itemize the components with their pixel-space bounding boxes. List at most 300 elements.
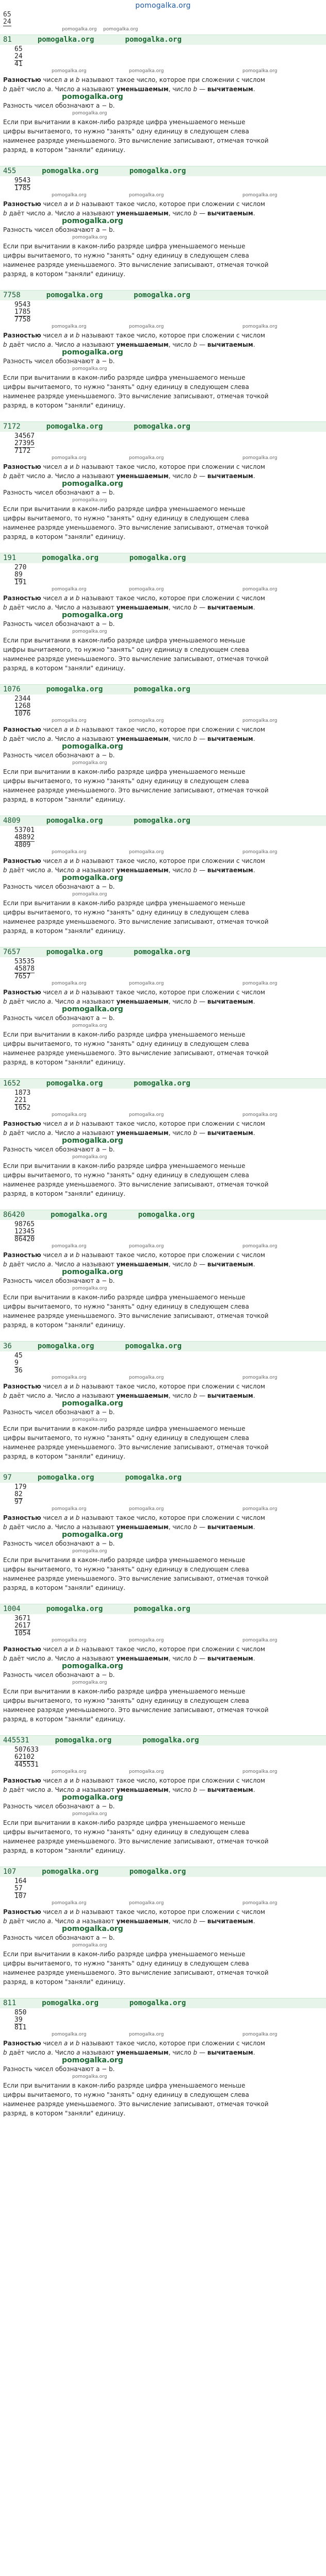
watermark-row <box>0 234 326 242</box>
definition-text: Разностью <box>3 1251 41 1259</box>
column-subtraction <box>0 957 326 980</box>
watermark-text: pomogalka.org <box>242 1901 278 1906</box>
answer-number: 36 <box>3 1342 12 1350</box>
definition-text: даёт число <box>7 86 47 93</box>
definition-text: . Число <box>51 210 77 217</box>
rule-text: Если при вычитании в каком-либо разряде цифра уменьшаемого меньше <box>3 637 246 644</box>
rule-text: наименее разряде уменьшаемого. Это вычисление записывают, отмечая точкой <box>3 524 269 531</box>
column-number: 221 <box>14 1096 27 1104</box>
spacer <box>0 2118 326 2128</box>
definition-text: чисел <box>41 332 64 339</box>
definition-text: , число <box>168 1918 193 1925</box>
definition-paragraph <box>0 84 326 94</box>
definition-text: , число <box>168 1261 193 1268</box>
definition-text: b <box>75 332 80 339</box>
definition-text: b <box>3 210 7 217</box>
rule-text: цифры вычитаемого, то нужно "занять" одну единицу в следующем слева <box>3 1040 249 1047</box>
definition-text: b <box>193 86 198 93</box>
watermark-brand: pomogalka.org <box>42 167 99 175</box>
definition-text: Разностью <box>3 726 41 733</box>
definition-paragraph <box>0 331 326 340</box>
exercise-section <box>0 1867 326 1997</box>
column-number: 270 <box>14 564 27 571</box>
definition-paragraph <box>0 2048 326 2057</box>
definition-paragraph <box>0 2039 326 2048</box>
watermark-text: pomogalka.org <box>242 69 278 74</box>
watermark-brand: pomogalka.org <box>62 217 123 225</box>
rule-text: Разность чисел обозначают a − b. <box>3 2065 115 2073</box>
definition-text: уменьшаемым <box>116 341 169 348</box>
definition-text: и <box>68 1514 76 1521</box>
definition-paragraph <box>0 209 326 218</box>
definition-text: называют <box>80 998 117 1005</box>
definition-text: b <box>193 1786 198 1793</box>
column-number: 65 <box>14 45 23 53</box>
definition-text: чисел <box>41 595 64 602</box>
definition-text: b <box>75 989 80 996</box>
definition-text: даёт число <box>7 1523 47 1531</box>
watermark-text: pomogalka.org <box>72 235 107 240</box>
column-number: 9543 <box>14 177 31 184</box>
definition-text: a <box>47 1918 51 1925</box>
watermark-brand: pomogalka.org <box>125 1342 182 1350</box>
definition-text: , число <box>168 1129 193 1137</box>
definition-text: a <box>47 998 51 1005</box>
definition-text: — <box>197 341 207 348</box>
column-number: 45878 <box>14 965 35 973</box>
column-number: 89 <box>14 571 23 579</box>
rule-text: разряд, в котором "заняли" единицу. <box>3 1190 126 1197</box>
watermark-brand: pomogalka.org <box>62 1793 123 1802</box>
definition-text: называют <box>80 1655 117 1662</box>
column-number: 107 <box>14 1892 27 1900</box>
column-subtraction <box>0 432 326 455</box>
definition-text: называют такое число, которое при сложении с числом <box>79 1514 265 1521</box>
definition-paragraph <box>0 866 326 875</box>
column-number: 3671 <box>14 1615 31 1622</box>
definition-text: называют <box>80 1261 117 1268</box>
answer-bar <box>0 1341 326 1351</box>
rule-text: Если при вычитании в каком-либо разряде цифра уменьшаемого меньше <box>3 1819 246 1826</box>
definition-text: называют <box>80 341 117 348</box>
definition-text: чисел <box>41 857 64 865</box>
watermark-row <box>0 1417 326 1424</box>
watermark-row <box>0 1112 326 1119</box>
watermark-row <box>0 2031 326 2039</box>
definition-text: . Число <box>51 867 77 874</box>
definition-text: и <box>68 989 76 996</box>
exercise-section <box>0 290 326 420</box>
watermark-text: pomogalka.org <box>72 2074 107 2079</box>
watermark-row <box>0 1769 326 1776</box>
watermark-brand: pomogalka.org <box>46 1079 103 1088</box>
watermark-text: pomogalka.org <box>52 1244 87 1249</box>
definition-text: — <box>197 998 207 1005</box>
watermark-text: pomogalka.org <box>52 1506 87 1512</box>
watermark-text: pomogalka.org <box>72 892 107 897</box>
definition-text: b <box>75 857 80 865</box>
exercise-section <box>0 1210 326 1340</box>
brand-row <box>0 2057 326 2064</box>
definition-text: уменьшаемым <box>116 2049 169 2056</box>
definition-text: уменьшаемым <box>116 1523 169 1531</box>
definition-text: . Число <box>51 735 77 742</box>
answer-bar <box>0 816 326 826</box>
watermark-row <box>0 1023 326 1030</box>
rule-text: разряд, в котором "заняли" единицу. <box>3 146 126 154</box>
watermark-text: pomogalka.org <box>52 850 87 855</box>
exercise-section <box>0 947 326 1077</box>
definition-text: Разностью <box>3 2040 41 2047</box>
definition-text: и <box>68 1120 76 1127</box>
definition-text: . <box>253 1786 255 1793</box>
rule-text: разряд, в котором "заняли" единицу. <box>3 533 126 540</box>
spacer <box>0 1067 326 1077</box>
column-number: 7657 <box>14 973 31 980</box>
answer-number: 811 <box>3 1999 17 2007</box>
brand-row <box>0 1400 326 1408</box>
exercise-section <box>0 1735 326 1866</box>
watermark-row <box>0 891 326 899</box>
definition-text: b <box>3 1261 7 1268</box>
definition-text: уменьшаемым <box>116 998 169 1005</box>
definition-text: называют <box>80 1918 117 1925</box>
watermark-text: pomogalka.org <box>242 718 278 723</box>
watermark-text: pomogalka.org <box>129 193 164 198</box>
definition-text: Разностью <box>3 989 41 996</box>
definition-text: b <box>193 1655 198 1662</box>
column-number: 2617 <box>14 1622 31 1630</box>
answer-bar <box>0 1078 326 1089</box>
definition-text: b <box>3 998 7 1005</box>
brand-row <box>0 875 326 882</box>
column-number: 41 <box>14 60 23 68</box>
watermark-brand: pomogalka.org <box>125 1473 182 1482</box>
column-number: 36 <box>14 1367 23 1375</box>
watermark-text: pomogalka.org <box>52 455 87 461</box>
definition-text: a <box>63 1646 68 1653</box>
watermark-row <box>0 1680 326 1687</box>
rule-text: наименее разряде уменьшаемого. Это вычисление записывают, отмечая точкой <box>3 2100 269 2108</box>
column-number: 98765 <box>14 1221 35 1228</box>
definition-paragraph <box>0 725 326 734</box>
answer-number: 97 <box>3 1473 12 1482</box>
definition-paragraph <box>0 199 326 209</box>
column-subtraction <box>0 1614 326 1637</box>
watermark-text: pomogalka.org <box>52 587 87 592</box>
definition-text: a <box>63 726 68 733</box>
watermark-text: pomogalka.org <box>52 69 87 74</box>
definition-text: вычитаемым <box>207 1392 253 1399</box>
definition-text: уменьшаемым <box>116 1786 169 1793</box>
spacer <box>0 1724 326 1734</box>
definition-text: a <box>63 332 68 339</box>
definition-text: a <box>47 1786 51 1793</box>
definition-text: чисел <box>41 1777 64 1784</box>
column-subtraction <box>0 1220 326 1243</box>
column-number: 179 <box>14 1483 27 1491</box>
definition-text: вычитаемым <box>207 210 253 217</box>
definition-text: Разностью <box>3 332 41 339</box>
watermark-row <box>0 192 326 199</box>
spacer <box>0 1987 326 1997</box>
definition-text: , число <box>168 1655 193 1662</box>
watermark-text: pomogalka.org <box>242 587 278 592</box>
rule-text: наименее разряде уменьшаемого. Это вычисление записывают, отмечая точкой <box>3 1049 269 1057</box>
definition-text: b <box>193 1261 198 1268</box>
watermark-brand: pomogalka.org <box>46 948 103 956</box>
definition-text: даёт число <box>7 735 47 742</box>
answer-bar <box>0 1604 326 1614</box>
definition-text: b <box>3 1523 7 1531</box>
definition-text: называют <box>80 1129 117 1137</box>
definition-text: называют такое число, которое при сложении с числом <box>79 989 265 996</box>
definition-text: b <box>3 1655 7 1662</box>
watermark-brand: pomogalka.org <box>42 1868 99 1876</box>
watermark-row <box>0 980 326 988</box>
watermark-text: pomogalka.org <box>129 1244 164 1249</box>
exercise-section <box>0 553 326 683</box>
definition-text: называют <box>80 735 117 742</box>
definition-paragraph <box>0 1776 326 1785</box>
definition-text: даёт число <box>7 998 47 1005</box>
definition-text: a <box>76 210 80 217</box>
rule-text: наименее разряде уменьшаемого. Это вычисление записывают, отмечая точкой <box>3 655 269 663</box>
brand-row <box>0 218 326 225</box>
definition-text: a <box>47 210 51 217</box>
answer-line: 24 <box>3 18 11 26</box>
rule-text: наименее разряде уменьшаемого. Это вычисление записывают, отмечая точкой <box>3 1312 269 1319</box>
column-number: 12345 <box>14 1228 35 1235</box>
definition-text: a <box>76 1918 80 1925</box>
answer-number: 191 <box>3 554 17 562</box>
definition-text: , число <box>168 1523 193 1531</box>
watermark-brand: pomogalka.org <box>62 742 123 751</box>
rule-text: цифры вычитаемого, то нужно "занять" одну единицу в следующем слева <box>3 646 249 653</box>
watermark-text: pomogalka.org <box>72 1549 107 1554</box>
rule-text: разряд, в котором "заняли" единицу. <box>3 1059 126 1066</box>
top-answers <box>0 11 326 26</box>
exercise-section <box>0 1472 326 1603</box>
definition-text: b <box>3 2049 7 2056</box>
definition-text: и <box>68 332 76 339</box>
definition-text: , число <box>168 1786 193 1793</box>
column-number: 1054 <box>14 1630 31 1637</box>
definition-text: уменьшаемым <box>116 1392 169 1399</box>
rule-text: разряд, в котором "заняли" единицу. <box>3 1321 126 1329</box>
definition-text: уменьшаемым <box>116 867 169 874</box>
rule-text: цифры вычитаемого, то нужно "занять" одну единицу в следующем слева <box>3 383 249 391</box>
definition-text: — <box>197 86 207 93</box>
rule-text: разряд, в котором "заняли" единицу. <box>3 665 126 672</box>
definition-text: a <box>63 857 68 865</box>
definition-text: даёт число <box>7 604 47 611</box>
column-number: 9 <box>14 1359 19 1367</box>
spacer <box>0 1330 326 1340</box>
spacer <box>0 1855 326 1866</box>
definition-text: a <box>63 1908 68 1916</box>
definition-text: a <box>47 867 51 874</box>
rule-text: разряд, в котором "заняли" единицу. <box>3 1584 126 1591</box>
rule-text: разряд, в котором "заняли" единицу. <box>3 1453 126 1460</box>
definition-text: . <box>253 1261 255 1268</box>
watermark-brand: pomogalka.org <box>62 348 123 357</box>
definition-text: a <box>47 1129 51 1137</box>
watermark-text: pomogalka.org <box>72 498 107 503</box>
answer-bar <box>0 290 326 300</box>
answer-bar <box>0 1735 326 1745</box>
watermark-row <box>0 760 326 767</box>
watermark-text: pomogalka.org <box>129 1901 164 1906</box>
definition-text: b <box>75 1514 80 1521</box>
definition-text: a <box>76 998 80 1005</box>
answer-number: 455 <box>3 167 17 175</box>
definition-text: a <box>76 341 80 348</box>
definition-text: a <box>76 1786 80 1793</box>
definition-paragraph <box>0 734 326 743</box>
definition-text: a <box>63 200 68 208</box>
definition-text: , число <box>168 1392 193 1399</box>
watermark-row <box>0 1942 326 1950</box>
site-title[interactable]: pomogalka.org <box>135 2 191 10</box>
definition-text: чисел <box>41 463 64 470</box>
definition-text: — <box>197 472 207 480</box>
spacer <box>0 936 326 946</box>
definition-text: a <box>76 604 80 611</box>
watermark-text: pomogalka.org <box>129 981 164 986</box>
rule-text: Если при вычитании в каком-либо разряде цифра уменьшаемого меньше <box>3 1951 246 1958</box>
answer-number: 107 <box>3 1868 17 1876</box>
watermark-text: pomogalka.org <box>72 1023 107 1028</box>
exercise-section <box>0 684 326 815</box>
watermark-brand: pomogalka.org <box>46 1605 103 1613</box>
definition-text: . Число <box>51 1918 77 1925</box>
definition-text: b <box>193 1918 198 1925</box>
rule-text: Если при вычитании в каком-либо разряде цифра уменьшаемого меньше <box>3 1425 246 1432</box>
definition-paragraph <box>0 1382 326 1391</box>
watermark-text: pomogalka.org <box>52 981 87 986</box>
brand-row <box>0 1532 326 1539</box>
definition-text: . <box>253 1129 255 1137</box>
rule-text: цифры вычитаемого, то нужно "занять" одну единицу в следующем слева <box>3 1172 249 1179</box>
definition-text: , число <box>168 472 193 480</box>
watermark-brand: pomogalka.org <box>134 291 190 299</box>
definition-text: — <box>197 1918 207 1925</box>
definition-text: , число <box>168 735 193 742</box>
definition-text: чисел <box>41 1646 64 1653</box>
definition-paragraph <box>0 1260 326 1269</box>
rule-text: Разность чисел обозначают a − b. <box>3 102 115 109</box>
rule-text: цифры вычитаемого, то нужно "занять" одну единицу в следующем слева <box>3 1566 249 1573</box>
column-number: 4809 <box>14 841 31 849</box>
definition-text: и <box>68 200 76 208</box>
rule-text: Разность чисел обозначают a − b. <box>3 358 115 365</box>
definition-text: и <box>68 595 76 602</box>
rule-text: наименее разряде уменьшаемого. Это вычисление записывают, отмечая точкой <box>3 1838 269 1845</box>
definition-text: чисел <box>41 2040 64 2047</box>
watermark-text: pomogalka.org <box>129 1112 164 1117</box>
definition-paragraph <box>0 1513 326 1522</box>
watermark-text: pomogalka.org <box>72 1417 107 1422</box>
brand-row <box>0 1006 326 1013</box>
definition-text: b <box>75 1777 80 1784</box>
definition-text: a <box>63 1777 68 1784</box>
definition-text: уменьшаемым <box>116 210 169 217</box>
definition-text: a <box>63 2040 68 2047</box>
definition-text: a <box>47 1392 51 1399</box>
column-number: 9543 <box>14 301 31 309</box>
column-number: 53701 <box>14 826 35 834</box>
answer-bar <box>0 1867 326 1877</box>
watermark-row <box>0 2074 326 2081</box>
watermark-row <box>0 1637 326 1645</box>
definition-text: называют <box>80 2049 117 2056</box>
column-subtraction <box>0 45 326 68</box>
definition-paragraph <box>0 988 326 997</box>
watermark-brand: pomogalka.org <box>51 1211 107 1219</box>
answer-number: 7172 <box>3 422 21 431</box>
rule-text: цифры вычитаемого, то нужно "занять" одну единицу в следующем слева <box>3 2091 249 2098</box>
column-number: 1268 <box>14 702 31 710</box>
column-subtraction <box>0 826 326 849</box>
definition-text: a <box>76 86 80 93</box>
watermark-brand: pomogalka.org <box>62 1268 123 1276</box>
definition-text: . Число <box>51 472 77 480</box>
definition-text: Разностью <box>3 1514 41 1521</box>
definition-text: и <box>68 463 76 470</box>
definition-text: даёт число <box>7 341 47 348</box>
watermark-brand: pomogalka.org <box>134 1605 190 1613</box>
watermark-text: pomogalka.org <box>242 850 278 855</box>
definition-text: чисел <box>41 989 64 996</box>
definition-text: b <box>3 604 7 611</box>
watermark-brand: pomogalka.org <box>62 1137 123 1145</box>
definition-text: . Число <box>51 1786 77 1793</box>
watermark-text: pomogalka.org <box>52 1638 87 1643</box>
watermark-text: pomogalka.org <box>52 2032 87 2037</box>
definition-text: a <box>63 989 68 996</box>
definition-text: b <box>193 998 198 1005</box>
brand-row <box>0 1926 326 1933</box>
definition-text: и <box>68 1383 76 1390</box>
watermark-text: pomogalka.org <box>72 1811 107 1817</box>
definition-text: . <box>253 735 255 742</box>
definition-text: называют <box>80 472 117 480</box>
definition-text: . <box>253 1392 255 1399</box>
definition-text: . <box>253 472 255 480</box>
column-number: 1873 <box>14 1089 31 1097</box>
rule-text: Разность чисел обозначают a − b. <box>3 489 115 496</box>
definition-text: называют такое число, которое при сложении с числом <box>79 1777 265 1784</box>
watermark-text: pomogalka.org <box>242 455 278 461</box>
definition-text: уменьшаемым <box>116 1918 169 1925</box>
definition-text: a <box>63 1120 68 1127</box>
definition-text: даёт число <box>7 1261 47 1268</box>
rule-text: наименее разряде уменьшаемого. Это вычисление записывают, отмечая точкой <box>3 1575 269 1582</box>
definition-text: и <box>68 76 76 83</box>
column-number: 27395 <box>14 439 35 447</box>
definition-text: . Число <box>51 1392 77 1399</box>
watermark-text: pomogalka.org <box>129 2032 164 2037</box>
definition-text: a <box>47 1523 51 1531</box>
definition-text: b <box>193 2049 198 2056</box>
definition-text: даёт число <box>7 1392 47 1399</box>
definition-text: . <box>253 2049 255 2056</box>
column-number: 164 <box>14 1877 27 1885</box>
rule-text: цифры вычитаемого, то нужно "занять" одну единицу в следующем слева <box>3 1303 249 1310</box>
rule-text: разряд, в котором "заняли" единицу. <box>3 1847 126 1854</box>
definition-text: a <box>63 76 68 83</box>
